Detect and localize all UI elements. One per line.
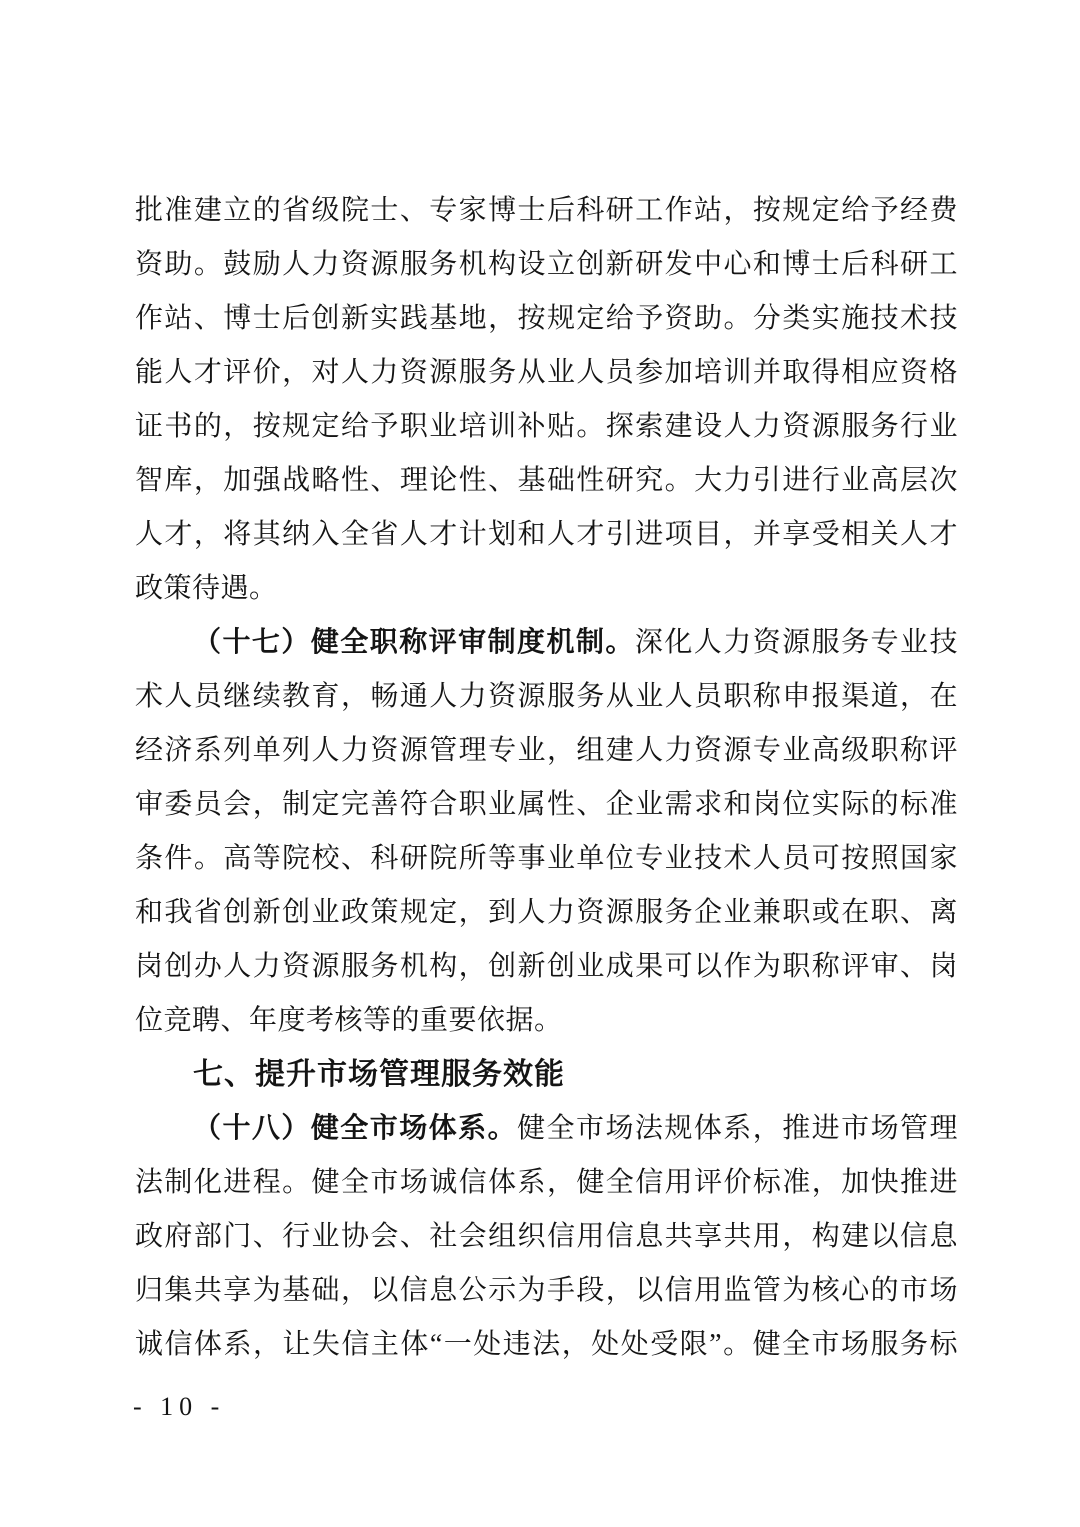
paragraph-text: 证书的，按规定给予职业培训补贴。探索建设人力资源服务行业 xyxy=(135,411,958,442)
text-line xyxy=(135,508,958,562)
text-line xyxy=(135,724,958,778)
document-body xyxy=(135,184,958,1372)
paragraph-lead-text: （十七）健全职称评审制度机制。 xyxy=(193,627,635,658)
text-line xyxy=(135,778,958,832)
text-line xyxy=(135,1102,958,1156)
paragraph-text: 经济系列单列人力资源管理专业，组建人力资源专业高级职称评 xyxy=(135,735,958,766)
text-line xyxy=(135,400,958,454)
paragraph-text: 法制化进程。健全市场诚信体系，健全信用评价标准，加快推进 xyxy=(135,1167,958,1198)
paragraph-text: 岗创办人力资源服务机构，创新创业成果可以作为职称评审、岗 xyxy=(135,951,958,982)
paragraph-text: 深化人力资源服务专业技 xyxy=(634,627,958,658)
paragraph-text: 人才，将其纳入全省人才计划和人才引进项目，并享受相关人才 xyxy=(135,519,958,550)
paragraph-text: 批准建立的省级院士、专家博士后科研工作站，按规定给予经费 xyxy=(135,195,958,226)
text-line xyxy=(135,1264,958,1318)
text-line xyxy=(135,994,958,1048)
paragraph-text: 归集共享为基础，以信息公示为手段，以信用监管为核心的市场 xyxy=(135,1275,958,1306)
text-line xyxy=(135,886,958,940)
paragraph-text: 资助。鼓励人力资源服务机构设立创新研发中心和博士后科研工 xyxy=(135,249,958,280)
paragraph-text: 条件。高等院校、科研院所等事业单位专业技术人员可按照国家 xyxy=(135,843,958,874)
text-line xyxy=(135,184,958,238)
paragraph-text: 健全市场法规体系，推进市场管理 xyxy=(517,1113,958,1144)
text-line xyxy=(135,1318,958,1372)
text-line xyxy=(135,832,958,886)
page-number: - 10 - xyxy=(133,1392,226,1421)
section-heading xyxy=(135,1048,958,1102)
paragraph-text: 位竞聘、年度考核等的重要依据。 xyxy=(135,1005,563,1036)
paragraph-text: 和我省创新创业政策规定，到人力资源服务企业兼职或在职、离 xyxy=(135,897,958,928)
paragraph-text: 审委员会，制定完善符合职业属性、企业需求和岗位实际的标准 xyxy=(135,789,958,820)
text-line xyxy=(135,454,958,508)
text-line xyxy=(135,238,958,292)
text-line xyxy=(135,616,958,670)
text-line xyxy=(135,562,958,616)
text-line xyxy=(135,1156,958,1210)
paragraph-text: 能人才评价，对人力资源服务从业人员参加培训并取得相应资格 xyxy=(135,357,958,388)
text-line xyxy=(135,1210,958,1264)
paragraph-text: 政策待遇。 xyxy=(135,573,278,604)
paragraph-text: 政府部门、行业协会、社会组织信用信息共享共用，构建以信息 xyxy=(135,1221,958,1252)
text-line xyxy=(135,670,958,724)
paragraph-text: 诚信体系，让失信主体“一处违法，处处受限”。健全市场服务标 xyxy=(135,1329,958,1360)
paragraph-lead-text: （十八）健全市场体系。 xyxy=(193,1113,518,1144)
paragraph-text: 智库，加强战略性、理论性、基础性研究。大力引进行业高层次 xyxy=(135,465,958,496)
text-line xyxy=(135,346,958,400)
paragraph-text: 作站、博士后创新实践基地，按规定给予资助。分类实施技术技 xyxy=(135,303,958,334)
text-line xyxy=(135,292,958,346)
paragraph-text: 术人员继续教育，畅通人力资源服务从业人员职称申报渠道，在 xyxy=(135,681,958,712)
text-line xyxy=(135,940,958,994)
paragraph-lead-text: 七、提升市场管理服务效能 xyxy=(193,1058,565,1091)
